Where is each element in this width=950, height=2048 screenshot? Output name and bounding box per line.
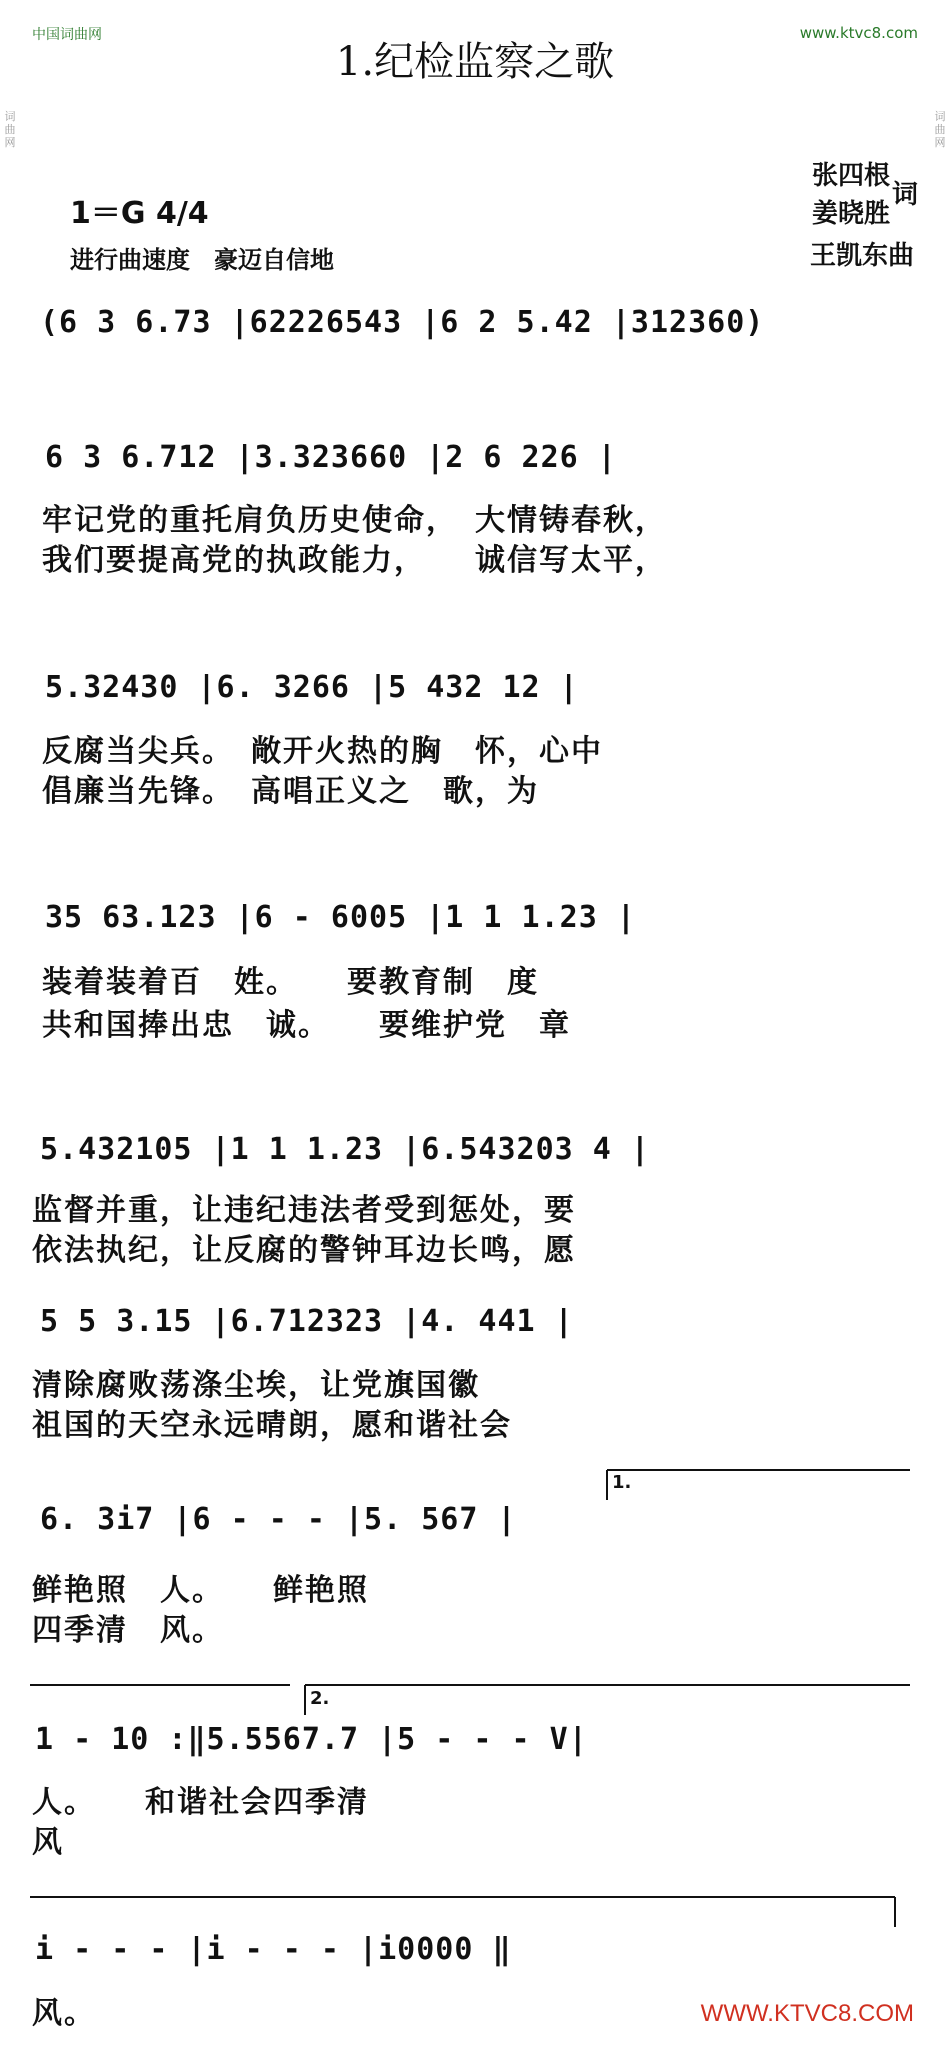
lyric-system-5-verse-1: 清除腐败荡涤尘埃，让党旗国徽 <box>32 1368 480 1403</box>
lyric-system-4-verse-2: 依法执纪，让反腐的警钟耳边长鸣，愿 <box>32 1233 576 1268</box>
lyricist-2: 姜晓胜 <box>811 199 890 229</box>
notes-system-5: 5 5 3.15 |6.712323 |4. 441 | <box>40 1304 574 1339</box>
lyricist-role: 词 <box>891 180 918 210</box>
composer: 王凯东曲 <box>809 241 914 271</box>
lyric-system-3-verse-2: 共和国捧出忠 诚。 要维护党 章 <box>42 1008 571 1043</box>
lyric-system-1-verse-1: 牢记党的重托肩负历史使命， 大情铸春秋， <box>42 503 667 538</box>
key-signature: 1＝G 4/4 <box>70 196 209 231</box>
site-name-left: 中国词曲网 <box>32 27 102 43</box>
lyric-system-6-verse-2: 四季清 风。 <box>32 1613 224 1648</box>
notes-system-8: i - - - |i - - - |i0000 ‖ <box>35 1932 512 1967</box>
notes-system-1: 6 3 6.712 |3.323660 |2 6 226 | <box>45 440 617 475</box>
lyric-system-6-verse-1: 鲜艳照 人。 鲜艳照 <box>32 1573 369 1608</box>
notes-system-4: 5.432105 |1 1 1.23 |6.543203 4 | <box>40 1132 650 1167</box>
notes-system-0: (6 3 6.73 |62226543 |6 2 5.42 |312360) <box>40 305 765 340</box>
lyric-system-2-verse-1: 反腐当尖兵。 敞开火热的胸 怀，心中 <box>42 734 603 769</box>
lyric-system-3-verse-1: 装着装着百 姓。 要教育制 度 <box>42 965 539 1000</box>
song-title: 1.纪检监察之歌 <box>335 39 615 85</box>
notes-system-2: 5.32430 |6. 3266 |5 432 12 | <box>45 670 579 705</box>
lyric-system-5-verse-2: 祖国的天空永远晴朗，愿和谐社会 <box>32 1408 512 1443</box>
site-watermark: WWW.KTVC8.COM <box>700 2000 914 2027</box>
lyric-system-8-verse-1: 风。 <box>32 1996 96 2031</box>
volta-2-label: 2. <box>310 1688 330 1709</box>
volta-1-label: 1. <box>612 1472 632 1493</box>
site-url-right: www.ktvc8.com <box>799 24 918 42</box>
lyric-system-7-verse-2: 风 <box>32 1825 64 1860</box>
side-watermark-left: 词曲网 <box>4 110 16 149</box>
lyricist-1: 张四根 <box>811 161 890 191</box>
lyric-system-4-verse-1: 监督并重，让违纪违法者受到惩处，要 <box>32 1193 576 1228</box>
lyric-system-2-verse-2: 倡廉当先锋。 高唱正义之 歌，为 <box>42 774 539 809</box>
notes-system-6: 6. 3i7 |6 - - - |5. 567 | <box>40 1502 517 1537</box>
notes-system-3: 35 63.123 |6 - 6005 |1 1 1.23 | <box>45 900 636 935</box>
lyric-system-7-verse-1: 人。 和谐社会四季清 <box>32 1785 369 1820</box>
lyric-system-1-verse-2: 我们要提高党的执政能力， 诚信写太平， <box>42 543 667 578</box>
side-watermark-right: 词曲网 <box>934 110 946 149</box>
tempo-marking: 进行曲速度 豪迈自信地 <box>70 246 334 274</box>
notes-system-7: 1 - 10 :‖5.5567.7 |5 - - - V| <box>35 1722 588 1757</box>
